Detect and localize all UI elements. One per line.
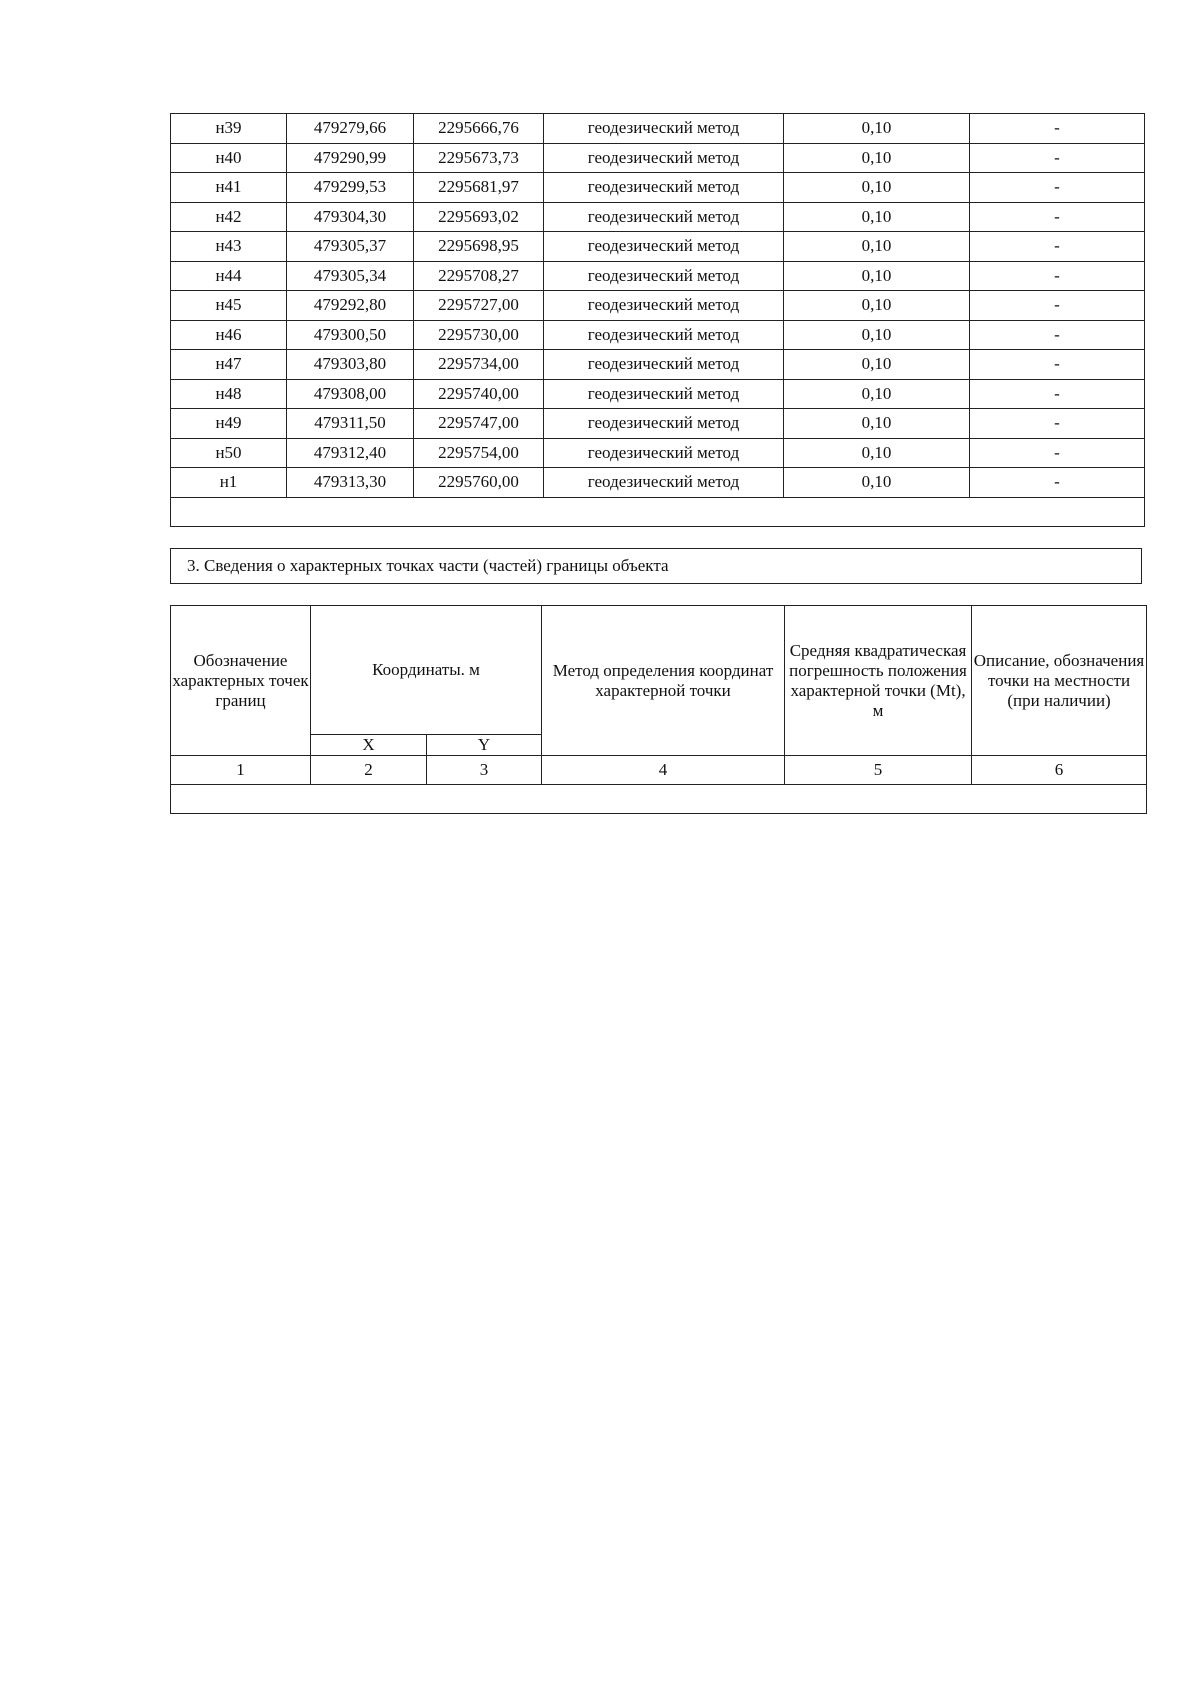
- table-row: [171, 468, 1145, 498]
- y-coordinate: 2295754,00: [414, 438, 544, 468]
- empty-table-row: [171, 785, 1147, 814]
- y-coordinate: 2295693,02: [414, 202, 544, 232]
- description: -: [970, 320, 1145, 350]
- table-row: [171, 143, 1145, 173]
- method: геодезический метод: [544, 173, 784, 203]
- header-description: Описание, обозначения точки на местности (при наличии): [972, 606, 1147, 756]
- x-coordinate: 479312,40: [287, 438, 414, 468]
- x-coordinate: 479305,34: [287, 261, 414, 291]
- mt-value: 0,10: [784, 202, 970, 232]
- method: геодезический метод: [544, 379, 784, 409]
- points-table-body: [171, 114, 1145, 527]
- table-row: [171, 409, 1145, 439]
- description: -: [970, 291, 1145, 321]
- table-row: [171, 379, 1145, 409]
- mt-value: 0,10: [784, 291, 970, 321]
- point-label: н50: [171, 438, 287, 468]
- point-label: н41: [171, 173, 287, 203]
- table-row: [171, 320, 1145, 350]
- mt-value: 0,10: [784, 114, 970, 144]
- mt-value: 0,10: [784, 468, 970, 498]
- parts-table-header: [171, 606, 1147, 756]
- mt-value: 0,10: [784, 438, 970, 468]
- description: -: [970, 468, 1145, 498]
- mt-value: 0,10: [784, 350, 970, 380]
- column-number-row: [171, 756, 1147, 785]
- description: -: [970, 232, 1145, 262]
- mt-value: 0,10: [784, 320, 970, 350]
- x-coordinate: 479290,99: [287, 143, 414, 173]
- column-number: 5: [785, 756, 972, 785]
- y-coordinate: 2295760,00: [414, 468, 544, 498]
- point-label: н45: [171, 291, 287, 321]
- description: -: [970, 438, 1145, 468]
- empty-cell: [171, 497, 1145, 526]
- table-row: [171, 261, 1145, 291]
- empty-cell: [171, 785, 1147, 814]
- method: геодезический метод: [544, 468, 784, 498]
- empty-table-row: [171, 497, 1145, 526]
- column-number: 3: [427, 756, 542, 785]
- points-table: [170, 113, 1145, 527]
- table-row: [171, 202, 1145, 232]
- x-coordinate: 479300,50: [287, 320, 414, 350]
- x-coordinate: 479308,00: [287, 379, 414, 409]
- description: -: [970, 114, 1145, 144]
- point-label: н1: [171, 468, 287, 498]
- x-coordinate: 479305,37: [287, 232, 414, 262]
- description: -: [970, 143, 1145, 173]
- table-row: [171, 350, 1145, 380]
- y-coordinate: 2295708,27: [414, 261, 544, 291]
- description: -: [970, 350, 1145, 380]
- parts-table: [170, 605, 1147, 814]
- method: геодезический метод: [544, 202, 784, 232]
- table-row: [171, 232, 1145, 262]
- header-x: X: [311, 735, 427, 756]
- x-coordinate: 479311,50: [287, 409, 414, 439]
- table-row: [171, 291, 1145, 321]
- header-y: Y: [427, 735, 542, 756]
- point-label: н39: [171, 114, 287, 144]
- description: -: [970, 173, 1145, 203]
- point-label: н42: [171, 202, 287, 232]
- method: геодезический метод: [544, 350, 784, 380]
- table-row: [171, 173, 1145, 203]
- method: геодезический метод: [544, 261, 784, 291]
- column-number: 6: [972, 756, 1147, 785]
- header-method: Метод определения координат характерной точки: [542, 606, 785, 756]
- x-coordinate: 479279,66: [287, 114, 414, 144]
- method: геодезический метод: [544, 143, 784, 173]
- mt-value: 0,10: [784, 232, 970, 262]
- mt-value: 0,10: [784, 409, 970, 439]
- y-coordinate: 2295673,73: [414, 143, 544, 173]
- description: -: [970, 379, 1145, 409]
- y-coordinate: 2295747,00: [414, 409, 544, 439]
- header-designation: Обозначение характерных точек границ: [171, 606, 311, 756]
- description: -: [970, 409, 1145, 439]
- x-coordinate: 479313,30: [287, 468, 414, 498]
- method: геодезический метод: [544, 438, 784, 468]
- point-label: н47: [171, 350, 287, 380]
- point-label: н43: [171, 232, 287, 262]
- mt-value: 0,10: [784, 143, 970, 173]
- mt-value: 0,10: [784, 173, 970, 203]
- method: геодезический метод: [544, 114, 784, 144]
- column-number: 4: [542, 756, 785, 785]
- method: геодезический метод: [544, 232, 784, 262]
- x-coordinate: 479303,80: [287, 350, 414, 380]
- header-coordinates: Координаты. м: [311, 606, 542, 735]
- point-label: н40: [171, 143, 287, 173]
- point-label: н46: [171, 320, 287, 350]
- y-coordinate: 2295698,95: [414, 232, 544, 262]
- y-coordinate: 2295727,00: [414, 291, 544, 321]
- y-coordinate: 2295740,00: [414, 379, 544, 409]
- parts-table-body: [171, 756, 1147, 814]
- x-coordinate: 479299,53: [287, 173, 414, 203]
- y-coordinate: 2295734,00: [414, 350, 544, 380]
- y-coordinate: 2295681,97: [414, 173, 544, 203]
- x-coordinate: 479292,80: [287, 291, 414, 321]
- description: -: [970, 202, 1145, 232]
- y-coordinate: 2295730,00: [414, 320, 544, 350]
- mt-value: 0,10: [784, 261, 970, 291]
- point-label: н48: [171, 379, 287, 409]
- point-label: н49: [171, 409, 287, 439]
- method: геодезический метод: [544, 291, 784, 321]
- section-3-heading: 3. Сведения о характерных точках части (частей) границы объекта: [170, 548, 1142, 584]
- description: -: [970, 261, 1145, 291]
- header-mt: Средняя квадратическая погрешность положения характерной точки (Mt), м: [785, 606, 972, 756]
- x-coordinate: 479304,30: [287, 202, 414, 232]
- y-coordinate: 2295666,76: [414, 114, 544, 144]
- table-row: [171, 438, 1145, 468]
- table-row: [171, 114, 1145, 144]
- method: геодезический метод: [544, 320, 784, 350]
- column-number: 2: [311, 756, 427, 785]
- column-number: 1: [171, 756, 311, 785]
- mt-value: 0,10: [784, 379, 970, 409]
- point-label: н44: [171, 261, 287, 291]
- method: геодезический метод: [544, 409, 784, 439]
